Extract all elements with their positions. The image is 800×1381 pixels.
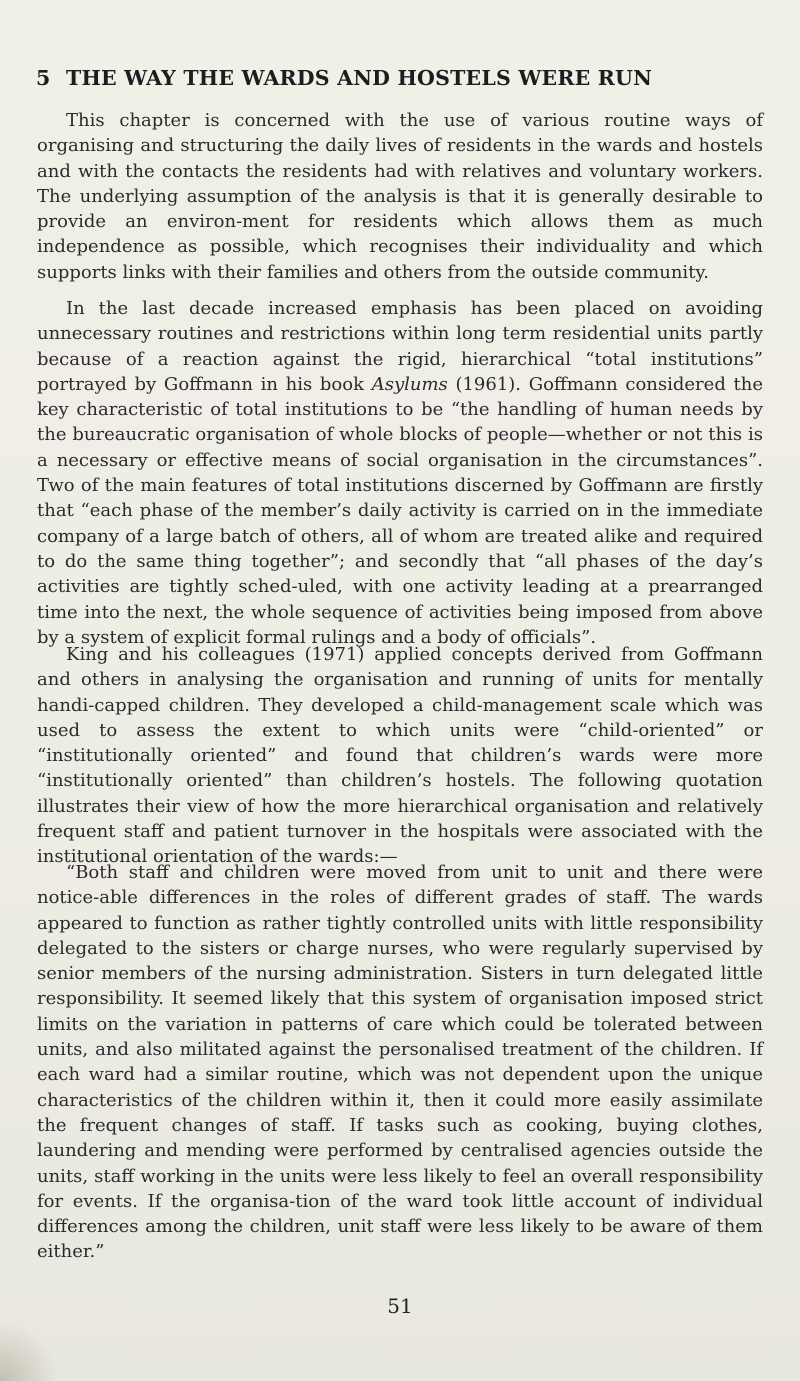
chapter-title: THE WAY THE WARDS AND HOSTELS WERE RUN bbox=[66, 66, 653, 90]
book-title-asylums: Asylums bbox=[371, 373, 448, 395]
page-edge-shadow bbox=[0, 1320, 60, 1381]
paragraph-introduction: This chapter is concerned with the use of various routine ways of organising and structuring the daily lives of residents in the wards and hostels and with the contacts the residents had with relatives and voluntary workers. The underlying assumption of the analysis is that it is generally desirable to provide an environ-ment for residents which allows them as much independence as possible, which recognises their individuality and which supports links with their families and others from the outside community. bbox=[37, 110, 763, 283]
page-number: 51 bbox=[387, 1294, 413, 1318]
paragraph-total-institutions: In the last decade increased emphasis has been placed on avoiding unnecessary routines and restrictions within long term residential units partly because of a reaction against the rigid, hierarchical “total institutions” portrayed by Goffmann in his book Asylums (1961). Goffmann considered the key characteristic of total institutions to be “the handling of human needs by the bureaucratic organisation of whole blocks of people—whether or not this is a necessary or effective means of social organisation in the circumstances”. Two of the main features of total institutions discerned by Goffmann are firstly that “each phase of the member’s daily activity is carried on in the immediate company of a large batch of others, all of whom are treated alike and required to do the same thing together”; and secondly that “all phases of the day’s activities are tightly sched-uled, with one activity leading at a prearranged time into the next, the whole sequence of activities being imposed from above by a system of explicit formal rulings and a body of officials”. bbox=[37, 298, 763, 648]
chapter-heading bbox=[36, 66, 652, 90]
paragraph-king-study: King and his colleagues (1971) applied concepts derived from Goffmann and others in analysing the organisation and running of units for mentally handi-capped children. They developed a child-management scale which was used to assess the extent to which units were “child-oriented” or “institutionally oriented” and found that children’s wards were more “institutionally oriented” than children’s hostels. The following quotation illustrates their view of how the more hierarchical organisation and relatively frequent staff and patient turnover in the hospitals were associated with the institutional orientation of the wards:— bbox=[37, 644, 763, 868]
block-quotation: “Both staff and children were moved from unit to unit and there were notice-able differences in the roles of different grades of staff. The wards appeared to function as rather tightly controlled units with little responsibility delegated to the sisters or charge nurses, who were regularly supervised by senior members of the nursing administration. Sisters in turn delegated little responsibility. It seemed likely that this system of organisation imposed strict limits on the variation in patterns of care which could be tolerated between units, and also militated against the personalised treatment of the children. If each ward had a similar routine, which was not dependent upon the unique characteristics of the children within it, then it could more easily assimilate the frequent changes of staff. If tasks such as cooking, buying clothes, laundering and mending were performed by centralised agencies outside the units, staff working in the units were less likely to feel an overall responsibility for events. If the organisa-tion of the ward took little account of individual differences among the children, unit staff were less likely to be aware of them either.” bbox=[37, 862, 763, 1263]
chapter-number: 5 bbox=[36, 66, 51, 90]
